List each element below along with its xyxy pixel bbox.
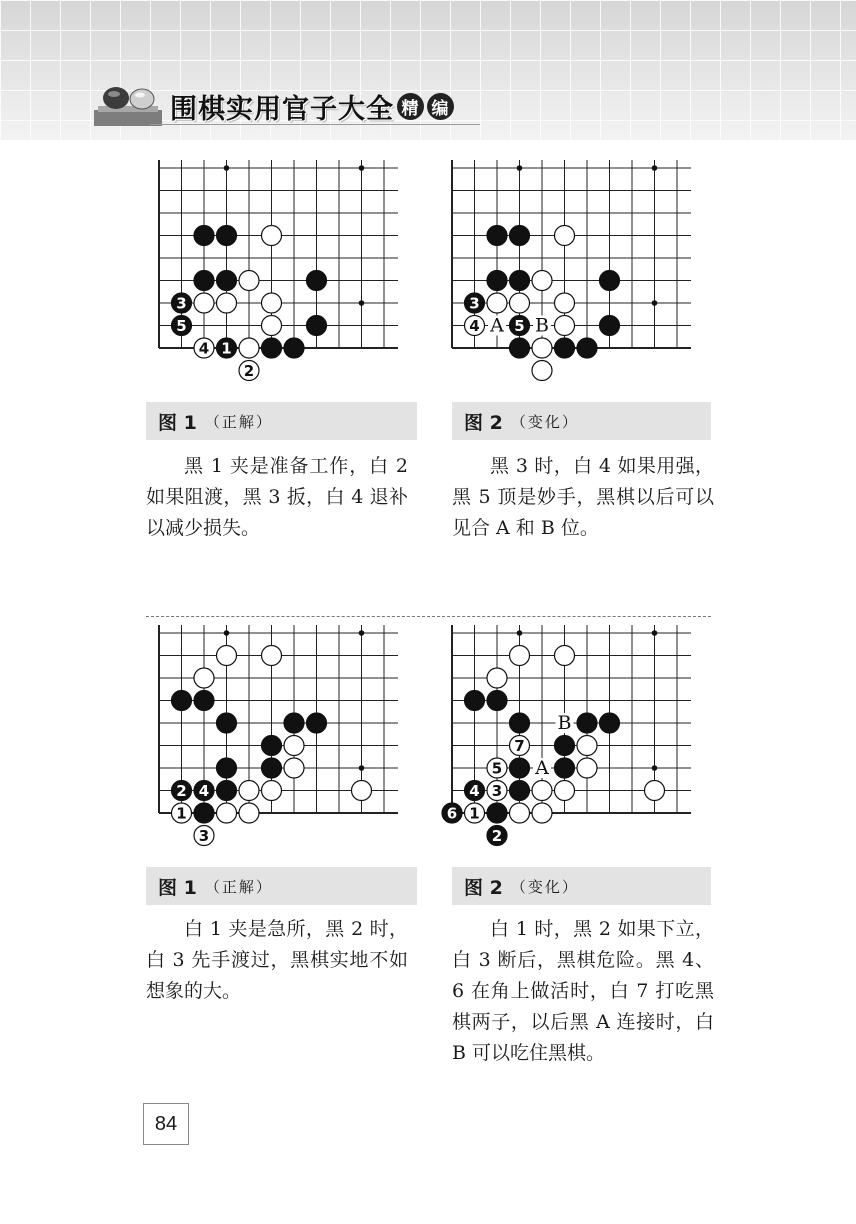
go-bowl-logo-icon [94, 84, 162, 126]
star-point [517, 165, 523, 171]
move-number: 4 [198, 782, 210, 800]
black-stone [600, 316, 620, 336]
stone-disc [239, 781, 259, 801]
black-stone-move-1 [217, 338, 237, 358]
stone-disc [532, 803, 552, 823]
stone-disc [217, 271, 237, 291]
move-number: 2 [491, 827, 503, 845]
stone-disc [307, 316, 327, 336]
black-stone [510, 338, 530, 358]
black-stone-move-3 [172, 293, 192, 313]
stone-disc [487, 226, 507, 246]
stone-disc [217, 803, 237, 823]
star-point [652, 765, 658, 771]
stone-disc [262, 781, 282, 801]
white-stone [532, 338, 552, 358]
stone-disc [194, 293, 214, 313]
black-stone [262, 736, 282, 756]
black-stone [577, 713, 597, 733]
white-stone [510, 646, 530, 666]
diagram-subtitle: （正解） [204, 412, 273, 431]
badge-bian: 编 [427, 93, 454, 120]
white-stone-move-3 [194, 826, 214, 846]
white-stone-move-1 [465, 803, 485, 823]
stone-disc [262, 758, 282, 778]
black-stone [217, 713, 237, 733]
stone-disc [217, 713, 237, 733]
star-point [517, 630, 523, 636]
white-stone [555, 781, 575, 801]
white-stone [532, 803, 552, 823]
white-stone-move-4 [465, 316, 485, 336]
stone-disc [465, 691, 485, 711]
black-stone [194, 691, 214, 711]
black-stone [194, 803, 214, 823]
move-number: 3 [176, 294, 187, 313]
black-stone-move-2 [172, 781, 192, 801]
stone-disc [487, 668, 507, 688]
white-stone-move-3 [487, 781, 507, 801]
black-stone [262, 758, 282, 778]
move-number: 4 [469, 782, 480, 800]
white-stone [577, 758, 597, 778]
black-stone [510, 713, 530, 733]
white-stone [510, 293, 530, 313]
stone-disc [217, 781, 237, 801]
black-stone [217, 781, 237, 801]
caption-bar-top-left [146, 402, 417, 440]
stone-disc [555, 736, 575, 756]
black-stone [194, 226, 214, 246]
move-number: 1 [469, 804, 480, 823]
stone-disc [262, 338, 282, 358]
stone-disc [555, 781, 575, 801]
caption-bar-top-right [452, 402, 711, 440]
stone-disc [194, 226, 214, 246]
stone-disc [194, 691, 214, 711]
stone-disc [217, 226, 237, 246]
stone-disc [239, 803, 259, 823]
diagram-label: 图 2 [464, 411, 503, 434]
stone-disc [555, 226, 575, 246]
black-stone [307, 316, 327, 336]
white-stone-move-2 [239, 361, 259, 381]
star-point [359, 165, 365, 171]
white-stone [262, 226, 282, 246]
black-stone [217, 758, 237, 778]
go-board-diagram-bottom-right [441, 625, 721, 851]
diagram-label: 图 1 [158, 411, 197, 434]
white-stone [239, 338, 259, 358]
black-stone-move-5 [510, 316, 530, 336]
diagram-subtitle: （变化） [510, 877, 579, 896]
stone-disc [510, 271, 530, 291]
black-stone [555, 736, 575, 756]
black-stone-move-3 [465, 293, 485, 313]
stone-disc [510, 758, 530, 778]
stone-disc [194, 803, 214, 823]
book-title [170, 86, 454, 126]
stone-disc [262, 736, 282, 756]
stone-disc [487, 293, 507, 313]
white-stone [532, 271, 552, 291]
black-stone [510, 781, 530, 801]
diagram-subtitle: （正解） [204, 877, 273, 896]
stone-disc [487, 803, 507, 823]
black-stone [487, 226, 507, 246]
move-number: 2 [176, 782, 187, 800]
black-stone [555, 338, 575, 358]
stone-disc [217, 293, 237, 313]
star-point [652, 630, 658, 636]
white-stone-move-1 [172, 803, 192, 823]
white-stone [555, 226, 575, 246]
white-stone [510, 803, 530, 823]
black-stone-move-4 [465, 781, 485, 801]
star-point [224, 165, 230, 171]
stone-disc [239, 271, 259, 291]
black-stone [284, 338, 304, 358]
white-stone [194, 668, 214, 688]
white-stone [487, 668, 507, 688]
stone-disc [555, 293, 575, 313]
move-number: 5 [176, 317, 187, 335]
stone-disc [600, 271, 620, 291]
stone-disc [577, 758, 597, 778]
stone-disc [172, 691, 192, 711]
white-stone [532, 781, 552, 801]
stone-disc [194, 271, 214, 291]
black-stone [510, 226, 530, 246]
stone-disc [510, 781, 530, 801]
white-stone [284, 758, 304, 778]
white-stone [239, 803, 259, 823]
black-stone-move-6 [442, 803, 462, 823]
stone-disc [555, 316, 575, 336]
black-stone-move-5 [172, 316, 192, 336]
stone-disc [577, 338, 597, 358]
commentary-bottom-right: 白 1 时，黑 2 如果下立，白 3 断后，黑棋危险。黑 4、6 在角上做活时，白 7 打吃黑棋两子，以后黑 A 连接时，白 B 可以吃住黑棋。 [452, 918, 714, 1064]
badge-jing: 精 [397, 93, 424, 120]
white-stone [487, 293, 507, 313]
black-stone [487, 803, 507, 823]
black-stone [600, 271, 620, 291]
diagram-subtitle: （变化） [510, 412, 579, 431]
go-board-diagram-top-left [148, 160, 428, 386]
point-letter: A [535, 757, 549, 779]
black-stone [307, 271, 327, 291]
stone-disc [532, 361, 552, 381]
black-stone [217, 226, 237, 246]
move-number: 3 [469, 294, 480, 313]
stone-disc [577, 713, 597, 733]
black-stone [487, 271, 507, 291]
white-stone [217, 646, 237, 666]
diagram-label: 图 2 [464, 876, 503, 899]
stone-disc [217, 646, 237, 666]
black-stone [172, 691, 192, 711]
stone-disc [284, 338, 304, 358]
commentary-top-right: 黑 3 时，白 4 如果用强，黑 5 顶是妙手，黑棋以后可以见合 A 和 B 位。 [452, 455, 714, 539]
white-stone [555, 293, 575, 313]
stone-disc [284, 736, 304, 756]
star-point [359, 630, 365, 636]
stone-disc [600, 713, 620, 733]
stone-disc [645, 781, 665, 801]
stone-disc [510, 338, 530, 358]
stone-disc [600, 316, 620, 336]
stone-disc [577, 736, 597, 756]
star-point [359, 765, 365, 771]
black-stone [510, 271, 530, 291]
stone-disc [262, 316, 282, 336]
stone-disc [217, 758, 237, 778]
stone-disc [510, 713, 530, 733]
stone-disc [284, 758, 304, 778]
stone-disc [262, 226, 282, 246]
point-letter: B [535, 314, 549, 337]
white-stone [577, 736, 597, 756]
white-stone [262, 316, 282, 336]
stone-disc [532, 781, 552, 801]
book-title-text: 围棋实用官子大全 [170, 93, 394, 125]
move-number: 1 [176, 804, 187, 823]
move-number: 4 [198, 339, 210, 358]
star-point [652, 300, 658, 306]
black-stone [217, 271, 237, 291]
stone-disc [352, 781, 372, 801]
white-stone-move-5 [487, 758, 507, 778]
stone-disc [532, 338, 552, 358]
black-stone [284, 713, 304, 733]
move-number: 3 [491, 782, 503, 800]
stone-disc [555, 758, 575, 778]
go-board-diagram-bottom-left [148, 625, 428, 851]
white-stone-move-7 [510, 736, 530, 756]
white-stone [262, 646, 282, 666]
black-stone [307, 713, 327, 733]
stone-disc [262, 646, 282, 666]
header-rule [150, 124, 480, 125]
white-stone [532, 361, 552, 381]
move-number: 2 [243, 362, 255, 380]
star-point [359, 300, 365, 306]
move-number: 1 [221, 339, 232, 358]
stone-disc [510, 646, 530, 666]
white-stone [262, 781, 282, 801]
commentary-bottom-left: 白 1 夹是急所，黑 2 时，白 3 先手渡过，黑棋实地不如想象的大。 [146, 918, 408, 1002]
move-number: 5 [491, 759, 503, 778]
black-stone [194, 271, 214, 291]
black-stone [600, 713, 620, 733]
move-number: 7 [514, 737, 525, 755]
white-stone [352, 781, 372, 801]
star-point [652, 165, 658, 171]
stone-disc [555, 338, 575, 358]
white-stone [217, 803, 237, 823]
stone-disc [239, 338, 259, 358]
black-stone [465, 691, 485, 711]
stone-disc [307, 713, 327, 733]
commentary-top-left: 黑 1 夹是准备工作，白 2 如果阻渡，黑 3 扳，白 4 退补以减少损失。 [146, 455, 408, 539]
stone-disc [555, 646, 575, 666]
stone-disc [532, 271, 552, 291]
point-letter: B [557, 712, 572, 734]
stone-disc [510, 293, 530, 313]
stone-disc [194, 668, 214, 688]
point-letter: A [490, 314, 504, 337]
white-stone [239, 781, 259, 801]
move-number: 3 [198, 827, 210, 845]
page-number: 84 [143, 1103, 189, 1145]
move-number: 5 [514, 317, 525, 335]
white-stone-move-4 [194, 338, 214, 358]
go-board-diagram-top-right [441, 160, 721, 386]
white-stone [645, 781, 665, 801]
black-stone [577, 338, 597, 358]
stone-disc [307, 271, 327, 291]
black-stone [262, 338, 282, 358]
stone-disc [262, 293, 282, 313]
black-stone-move-2 [487, 826, 507, 846]
section-divider [146, 616, 711, 617]
stone-disc [487, 691, 507, 711]
stone-disc [284, 713, 304, 733]
caption-bar-bottom-left [146, 867, 417, 905]
move-number: 6 [446, 804, 458, 823]
black-stone-move-4 [194, 781, 214, 801]
black-stone [555, 758, 575, 778]
stone-disc [510, 226, 530, 246]
white-stone [555, 646, 575, 666]
star-point [224, 630, 230, 636]
white-stone [284, 736, 304, 756]
white-stone [262, 293, 282, 313]
white-stone [239, 271, 259, 291]
white-stone [555, 316, 575, 336]
move-number: 4 [469, 317, 480, 335]
black-stone [510, 758, 530, 778]
stone-disc [487, 271, 507, 291]
white-stone [217, 293, 237, 313]
white-stone [194, 293, 214, 313]
black-stone [487, 691, 507, 711]
diagram-label: 图 1 [158, 876, 197, 899]
caption-bar-bottom-right [452, 867, 711, 905]
stone-disc [510, 803, 530, 823]
